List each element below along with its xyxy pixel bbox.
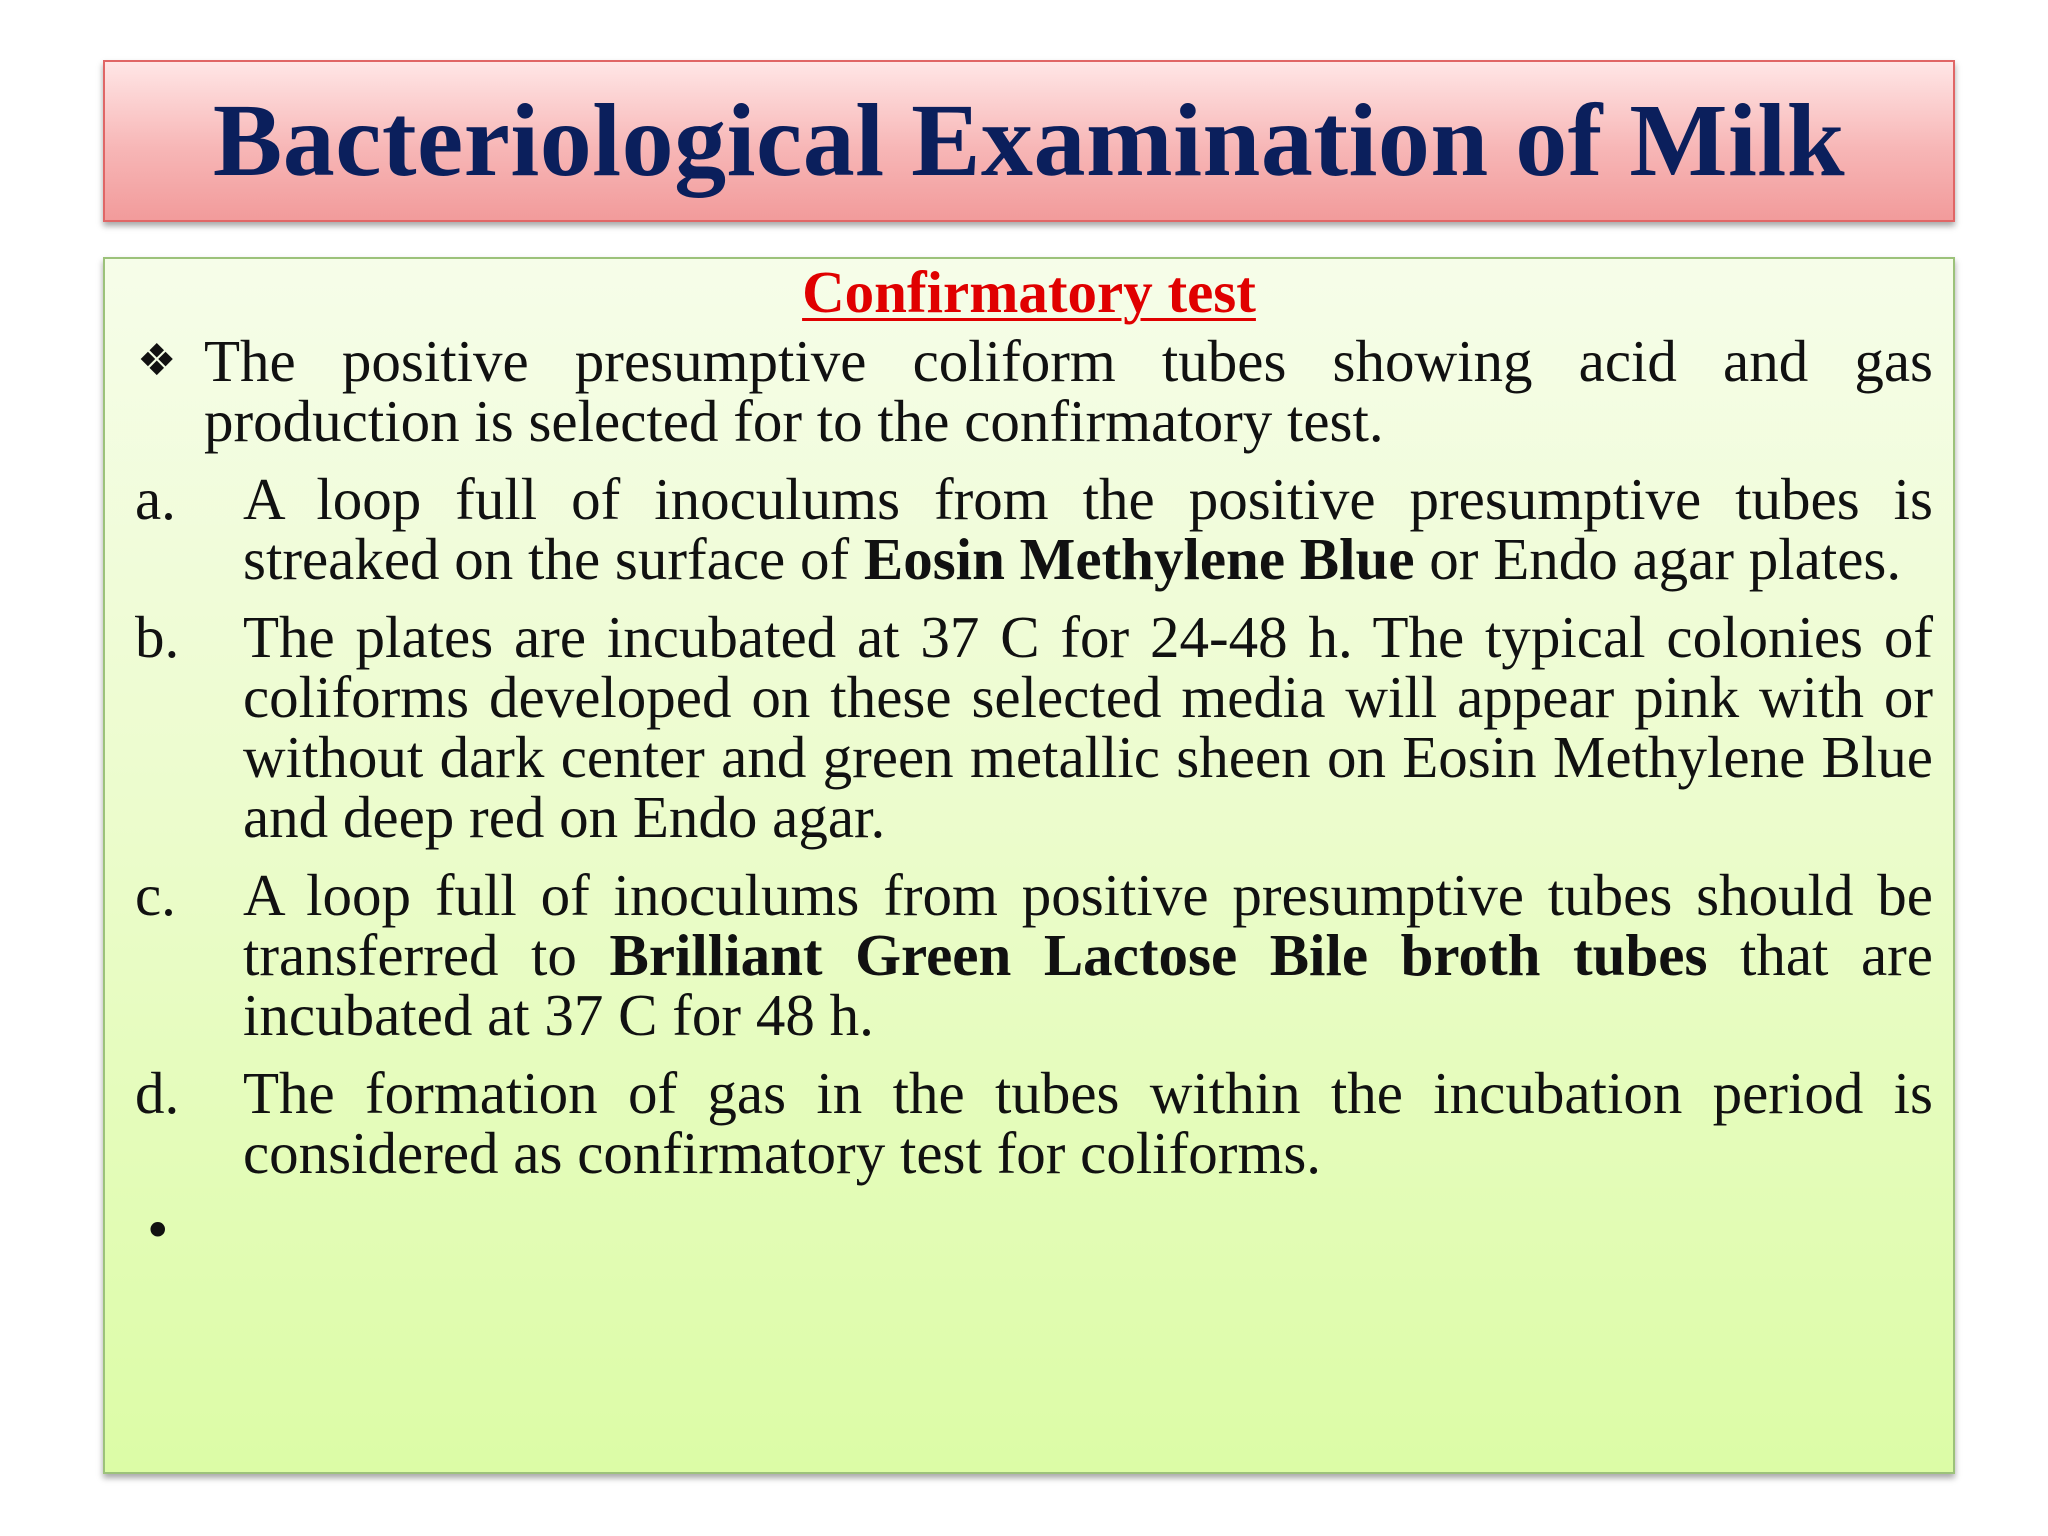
list-marker: c. (135, 862, 176, 928)
list-marker: a. (135, 466, 176, 532)
list-item-d (125, 1060, 1933, 1186)
list-item-b (125, 604, 1933, 850)
bold-term: Eosin Methylene Blue (863, 526, 1415, 592)
list-item-text (243, 862, 1933, 1048)
list-marker: d. (135, 1060, 180, 1126)
content-panel (103, 257, 1955, 1474)
list-item-text (243, 466, 1933, 592)
empty-bullet-line (125, 1201, 1933, 1261)
text-segment: A loop full of inoculums from the positive presumptive tubes is streaked on the surface of (243, 466, 1933, 592)
section-heading: Confirmatory test (802, 259, 1256, 325)
list-item-a (125, 466, 1933, 592)
text-segment: A loop full of inoculums from positive presumptive tubes should be transferred to (243, 862, 1933, 988)
intro-text: The positive presumptive coliform tubes showing acid and gas production is selected for to the confirmatory test. (204, 328, 1933, 454)
text-segment: or Endo agar plates. (1414, 526, 1902, 592)
list-item-text: The plates are incubated at 37 C for 24-48 h. The typical colonies of coliforms developed on these selected media will appear pink with or without dark center and green metallic sheen on Eosin Methylene Blue and deep red on Endo agar. (243, 604, 1933, 850)
bold-term: Brilliant Green Lactose Bile broth tubes (609, 922, 1708, 988)
diamond-bullet-icon: ❖ (137, 335, 177, 386)
intro-bullet (125, 328, 1933, 454)
list-item-c (125, 862, 1933, 1048)
slide-title: Bacteriological Examination of Milk (212, 83, 1846, 198)
title-banner (103, 60, 1955, 222)
bullet-dot-icon: • (143, 1202, 173, 1260)
list-item-text: The formation of gas in the tubes within the incubation period is considered as confirmatory test for coliforms. (243, 1060, 1933, 1186)
content-body (125, 259, 1933, 1261)
list-marker: b. (135, 604, 180, 670)
text-segment: that are incubated at 37 C for 48 h. (243, 922, 1933, 1048)
